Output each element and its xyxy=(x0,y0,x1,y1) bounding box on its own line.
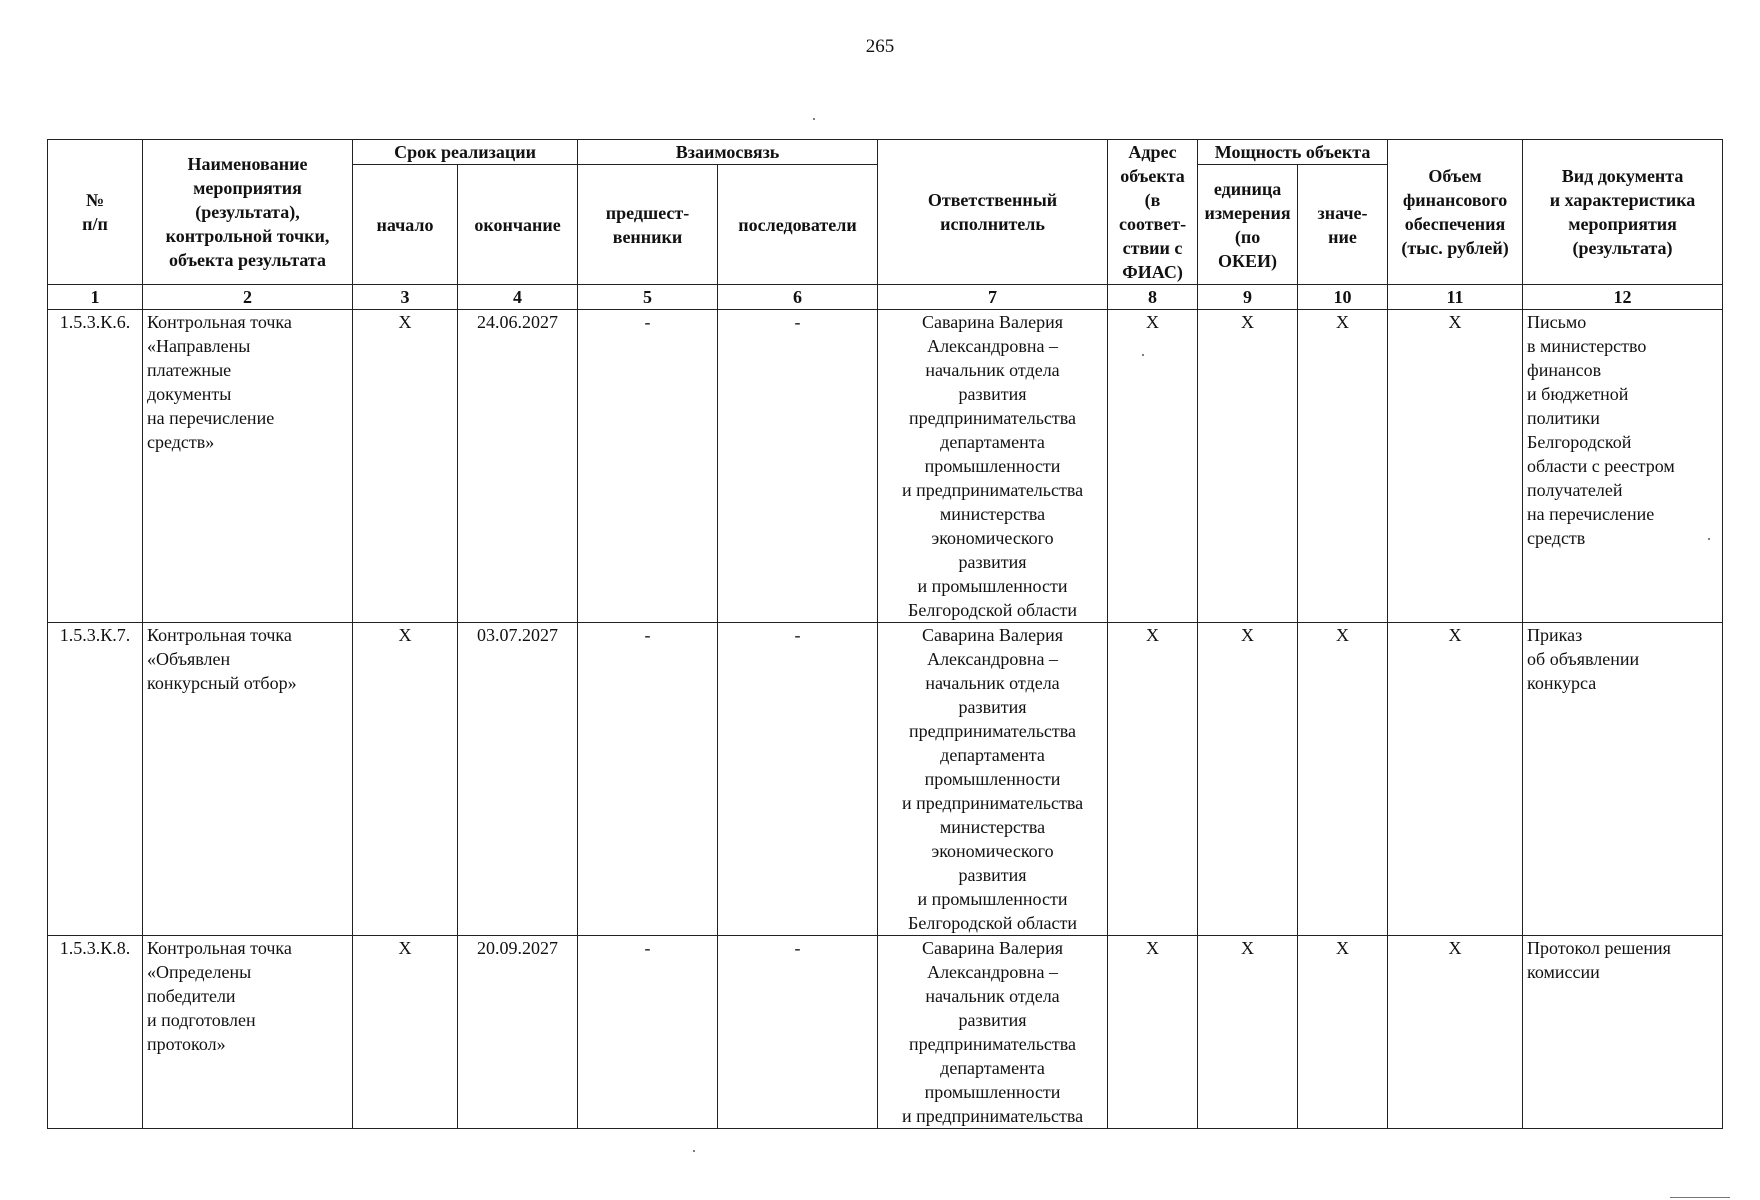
row-start: Х xyxy=(353,310,458,623)
header-end: окончание xyxy=(458,165,578,285)
row-unit: Х xyxy=(1198,623,1298,936)
header-name: Наименование мероприятия (результата), контрольной точки, объекта результата xyxy=(143,140,353,285)
row-name: Контрольная точка «Объявлен конкурсный отбор» xyxy=(143,623,353,936)
header-responsible: Ответственный исполнитель xyxy=(878,140,1108,285)
table-row xyxy=(48,310,1723,623)
row-value: Х xyxy=(1298,936,1388,1129)
row-value: Х xyxy=(1298,310,1388,623)
header-link-group: Взаимосвязь xyxy=(578,140,878,165)
page-number: 265 xyxy=(865,36,895,57)
column-number: 4 xyxy=(458,285,578,310)
column-number: 6 xyxy=(718,285,878,310)
header-unit: единица измерения (по ОКЕИ) xyxy=(1198,165,1298,285)
row-successors: - xyxy=(718,310,878,623)
column-number-row xyxy=(48,285,1723,310)
column-number: 10 xyxy=(1298,285,1388,310)
table-row xyxy=(48,936,1723,1129)
scan-speck xyxy=(813,118,815,120)
row-successors: - xyxy=(718,936,878,1129)
row-doc: Письмо в министерство финансов и бюджетной политики Белгородской области с реестром получателей на перечисление средств xyxy=(1523,310,1723,623)
column-number: 5 xyxy=(578,285,718,310)
column-number: 1 xyxy=(48,285,143,310)
row-start: Х xyxy=(353,623,458,936)
column-number: 7 xyxy=(878,285,1108,310)
row-value: Х xyxy=(1298,623,1388,936)
header-row xyxy=(48,140,1723,165)
row-responsible: Саварина Валерия Александровна – начальник отдела развития предпринимательства департамента промышленности и предпринимательства министерства экономического развития и промышленности Белгородской области xyxy=(878,310,1108,623)
row-doc: Приказ об объявлении конкурса xyxy=(1523,623,1723,936)
row-predecessors: - xyxy=(578,310,718,623)
header-term-group: Срок реализации xyxy=(353,140,578,165)
row-end: 03.07.2027 xyxy=(458,623,578,936)
column-number: 3 xyxy=(353,285,458,310)
row-address: Х xyxy=(1108,310,1198,623)
row-finance: Х xyxy=(1388,936,1523,1129)
header-predecessors: предшест- венники xyxy=(578,165,718,285)
row-finance: Х xyxy=(1388,310,1523,623)
row-start: Х xyxy=(353,936,458,1129)
row-predecessors: - xyxy=(578,623,718,936)
row-successors: - xyxy=(718,623,878,936)
row-num: 1.5.3.К.8. xyxy=(48,936,143,1129)
activity-plan-table xyxy=(47,139,1723,1129)
table-row xyxy=(48,623,1723,936)
header-capacity-group: Мощность объекта xyxy=(1198,140,1388,165)
row-address: Х xyxy=(1108,623,1198,936)
row-doc: Протокол решения комиссии xyxy=(1523,936,1723,1129)
column-number: 9 xyxy=(1198,285,1298,310)
row-responsible: Саварина Валерия Александровна – начальник отдела развития предпринимательства департамента промышленности и предпринимательства xyxy=(878,936,1108,1129)
row-unit: Х xyxy=(1198,936,1298,1129)
row-end: 24.06.2027 xyxy=(458,310,578,623)
header-finance: Объем финансового обеспечения (тыс. рублей) xyxy=(1388,140,1523,285)
header-value: значе- ние xyxy=(1298,165,1388,285)
column-number: 11 xyxy=(1388,285,1523,310)
bottom-rule xyxy=(1670,1197,1730,1198)
row-finance: Х xyxy=(1388,623,1523,936)
row-predecessors: - xyxy=(578,936,718,1129)
header-start: начало xyxy=(353,165,458,285)
header-doc: Вид документа и характеристика мероприятия (результата) xyxy=(1523,140,1723,285)
row-unit: Х xyxy=(1198,310,1298,623)
header-successors: последователи xyxy=(718,165,878,285)
row-num: 1.5.3.К.7. xyxy=(48,623,143,936)
row-end: 20.09.2027 xyxy=(458,936,578,1129)
scan-speck xyxy=(693,1150,695,1152)
column-number: 8 xyxy=(1108,285,1198,310)
header-address: Адрес объекта (в соответ- ствии с ФИАС) xyxy=(1108,140,1198,285)
row-num: 1.5.3.К.6. xyxy=(48,310,143,623)
row-name: Контрольная точка «Определены победители и подготовлен протокол» xyxy=(143,936,353,1129)
header-num: № п/п xyxy=(48,140,143,285)
column-number: 2 xyxy=(143,285,353,310)
row-address: Х xyxy=(1108,936,1198,1129)
row-name: Контрольная точка «Направлены платежные документы на перечисление средств» xyxy=(143,310,353,623)
row-responsible: Саварина Валерия Александровна – начальник отдела развития предпринимательства департамента промышленности и предпринимательства министерства экономического развития и промышленности Белгородской области xyxy=(878,623,1108,936)
column-number: 12 xyxy=(1523,285,1723,310)
